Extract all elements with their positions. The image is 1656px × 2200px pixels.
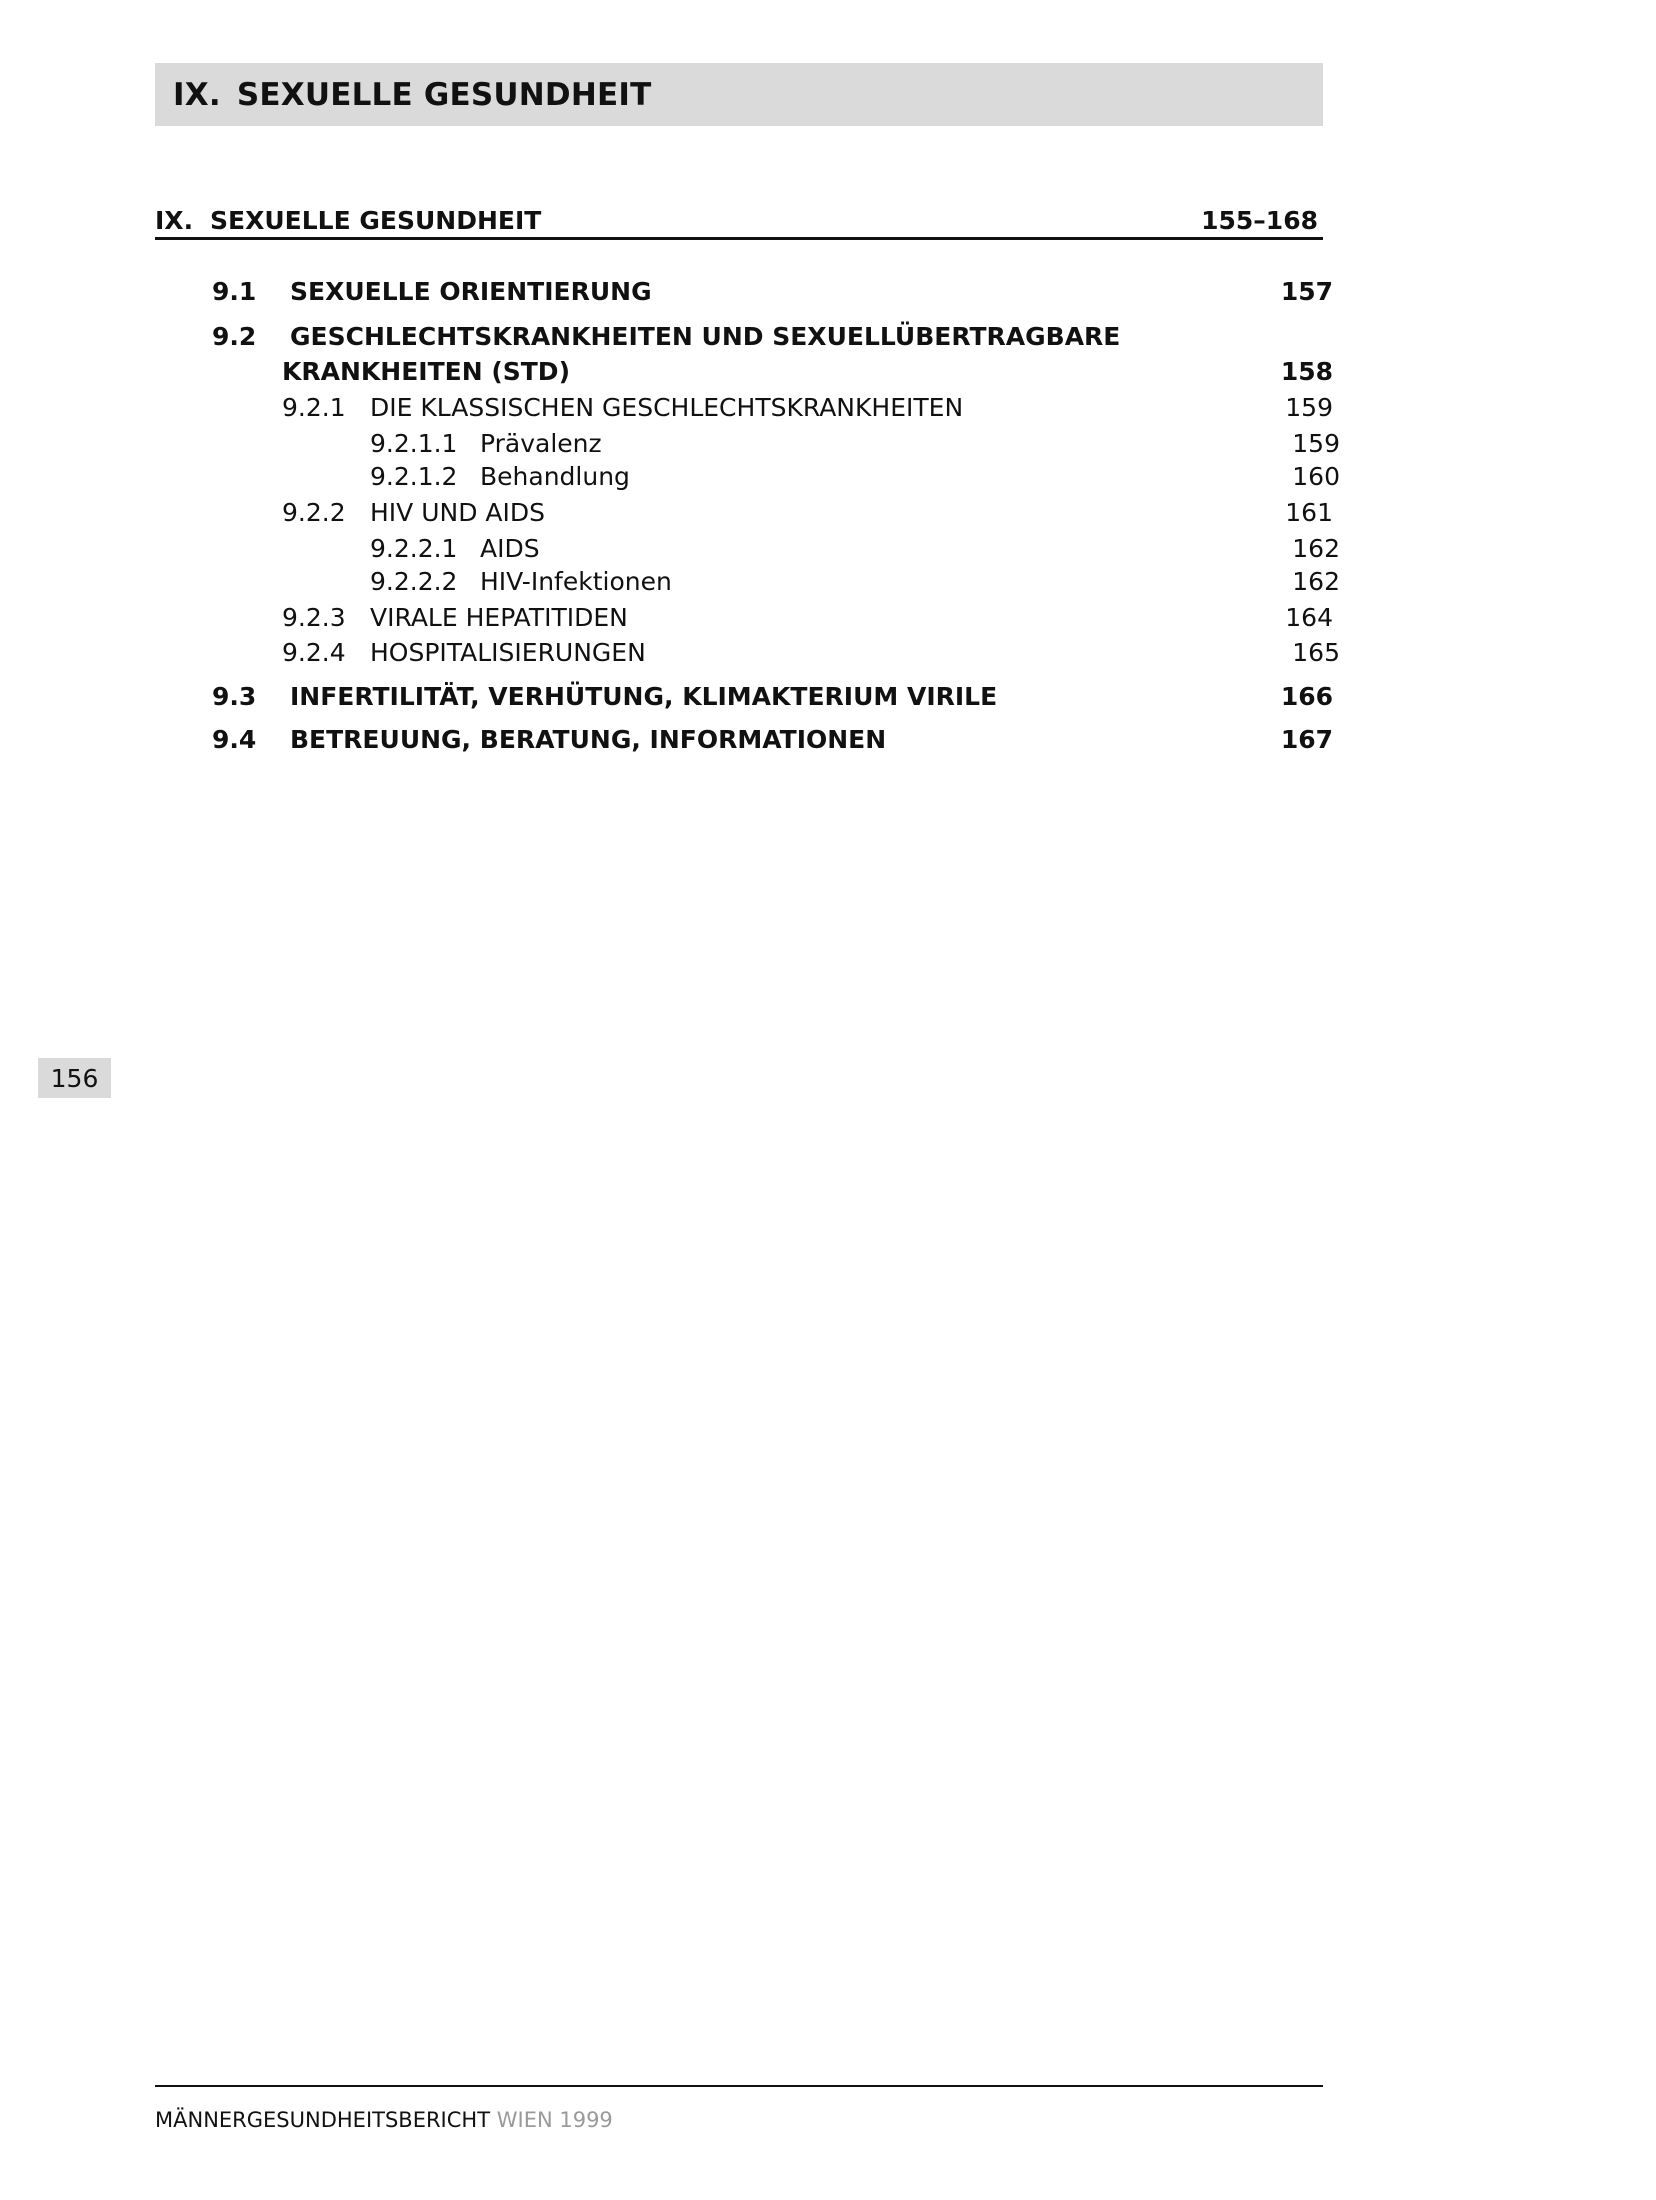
toc-entry-9-2-3[interactable] [0,603,1656,637]
toc-entry-label: AIDS [480,534,540,563]
toc-entry-label: HIV UND AIDS [370,498,546,527]
toc-entry-label: INFERTILITÄT, VERHÜTUNG, KLIMAKTERIUM VIRILE [290,682,998,711]
toc-entry-number: 9.2.2.1 [370,534,458,563]
footer-rule [155,2085,1323,2087]
toc-entry-page: 159 [1292,429,1340,458]
toc-entry-9-2-1[interactable] [0,393,1656,427]
toc-entry-9-4[interactable] [0,725,1656,759]
toc-entry-9-2[interactable] [0,322,1656,392]
toc-entry-label: VIRALE HEPATITIDEN [370,603,628,632]
chapter-title: SEXUELLE GESUNDHEIT [236,76,652,113]
toc-entry-page: 167 [1280,725,1333,754]
toc-entry-9-2-4[interactable] [0,638,1656,672]
toc-entry-number: 9.2.2.2 [370,567,458,596]
footer-edition: WIEN 1999 [496,2108,613,2132]
chapter-banner [155,63,1323,126]
toc-entry-number: 9.2.1 [282,393,346,422]
toc-entry-number: 9.4 [212,725,257,754]
toc-entry-number: 9.1 [212,277,257,306]
toc-entry-number: 9.2.1.1 [370,429,458,458]
toc-entry-page: 162 [1292,567,1340,596]
toc-entry-label-continued: KRANKHEITEN (STD) [282,357,570,386]
toc-entry-label: Behandlung [480,462,630,491]
toc-entry-page: 165 [1292,638,1340,667]
page-number-badge [38,1058,111,1098]
toc-entry-label: SEXUELLE ORIENTIERUNG [290,277,652,306]
toc-header-pages: 155–168 [1201,206,1318,235]
toc-entry-label: BETREUUNG, BERATUNG, INFORMATIONEN [290,725,887,754]
toc-header-roman: IX. [155,206,194,235]
toc-entry-9-2-2[interactable] [0,498,1656,532]
toc-entry-page: 157 [1280,277,1333,306]
toc-entry-9-2-2-1[interactable] [0,534,1656,568]
page-number: 156 [50,1063,99,1093]
toc-entry-label: DIE KLASSISCHEN GESCHLECHTSKRANKHEITEN [370,393,964,422]
toc-entry-9-2-1-1[interactable] [0,429,1656,463]
toc-entry-page: 160 [1292,462,1340,491]
toc-entry-page: 159 [1285,393,1333,422]
toc-entry-page: 166 [1280,682,1333,711]
toc-entry-page: 158 [1280,357,1333,386]
toc-entry-number: 9.2.1.2 [370,462,458,491]
toc-entry-page: 162 [1292,534,1340,563]
toc-entry-label: HOSPITALISIERUNGEN [370,638,646,667]
toc-entry-page: 164 [1285,603,1333,632]
toc-entry-label: GESCHLECHTSKRANKHEITEN UND SEXUELLÜBERTRAGBARE [290,322,1121,351]
toc-entry-number: 9.2 [212,322,257,351]
footer [155,2108,613,2132]
toc-entry-page: 161 [1285,498,1333,527]
chapter-roman: IX. [173,76,221,113]
toc-entry-number: 9.2.4 [282,638,346,667]
toc-entry-9-2-2-2[interactable] [0,567,1656,601]
toc-entry-number: 9.3 [212,682,257,711]
toc-entry-9-2-1-2[interactable] [0,462,1656,496]
toc-entry-number: 9.2.3 [282,603,346,632]
toc-entry-9-3[interactable] [0,682,1656,716]
toc-entry-number: 9.2.2 [282,498,346,527]
toc-header-title[interactable]: SEXUELLE GESUNDHEIT [210,206,542,235]
toc-header [155,198,1323,240]
footer-report-title: MÄNNERGESUNDHEITSBERICHT [155,2108,491,2132]
toc-entry-label: Prävalenz [480,429,602,458]
toc-entry-label: HIV-Infektionen [480,567,672,596]
toc-entry-9-1[interactable] [0,277,1656,311]
